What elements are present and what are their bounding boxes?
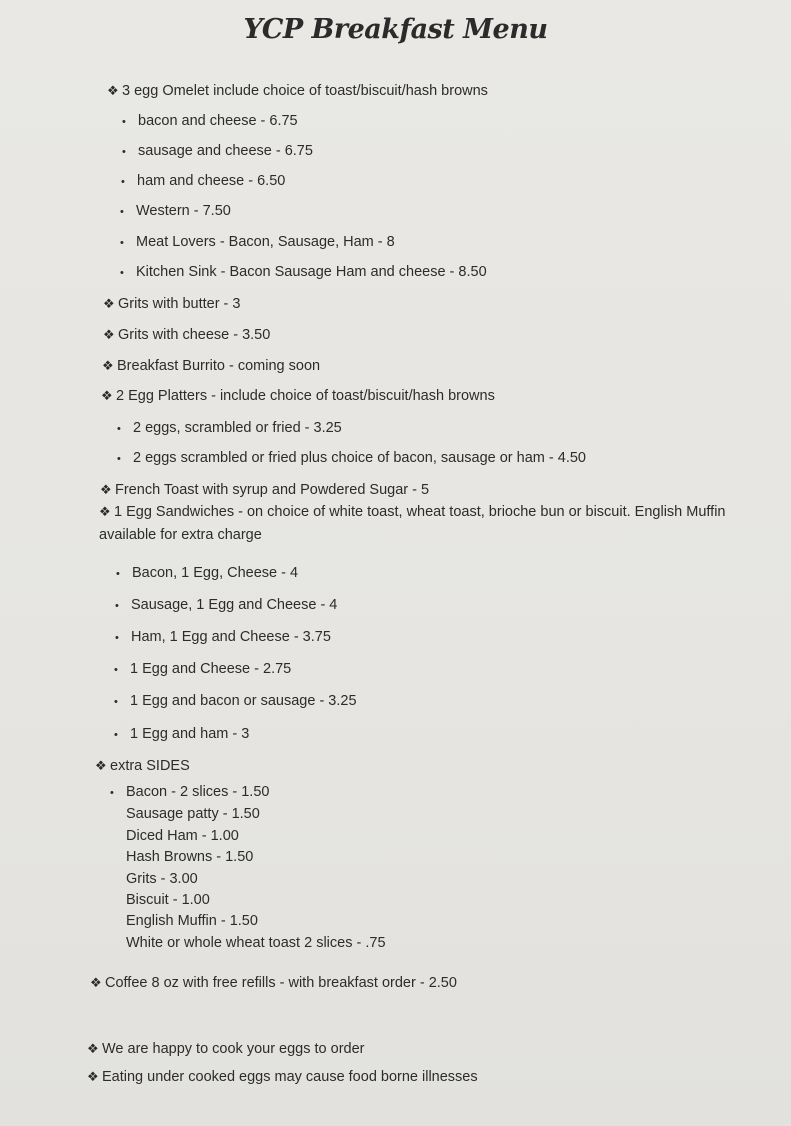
bullet-dot-icon: •: [120, 267, 124, 279]
bullet-dot-icon: •: [120, 237, 124, 249]
section-omelet-heading: ❖ 3 egg Omelet include choice of toast/biscuit/hash browns: [107, 83, 488, 99]
sides-list: [110, 782, 386, 954]
section-grits-butter: ❖ Grits with butter - 3: [103, 296, 241, 312]
section-grits-cheese: ❖ Grits with cheese - 3.50: [103, 327, 271, 343]
note-health-warning: ❖ Eating under cooked eggs may cause food borne illnesses: [87, 1069, 478, 1085]
list-item: English Muffin - 1.50: [126, 913, 258, 930]
bullet-dot-icon: •: [122, 146, 126, 158]
list-item: Sausage patty - 1.50: [126, 806, 260, 823]
page-title: YCP Breakfast Menu: [243, 14, 548, 45]
list-item: • Bacon, 1 Egg, Cheese - 4: [116, 565, 299, 581]
list-item: • 1 Egg and ham - 3: [114, 726, 250, 742]
four-diamond-ornament-icon: ❖: [103, 296, 115, 311]
four-diamond-ornament-icon: ❖: [99, 504, 111, 519]
bullet-dot-icon: •: [117, 453, 121, 465]
four-diamond-ornament-icon: ❖: [101, 388, 113, 403]
four-diamond-ornament-icon: ❖: [90, 975, 102, 990]
list-item: White or whole wheat toast 2 slices - .75: [126, 934, 386, 951]
bullet-dot-icon: •: [120, 206, 124, 218]
list-item: • 2 eggs scrambled or fried plus choice of bacon, sausage or ham - 4.50: [117, 450, 586, 466]
list-item: Grits - 3.00: [126, 870, 198, 887]
note-cook-to-order: ❖ We are happy to cook your eggs to order: [87, 1041, 365, 1057]
list-item: • Western - 7.50: [120, 203, 231, 219]
list-item: • Bacon - 2 slices - 1.50: [110, 782, 386, 804]
four-diamond-ornament-icon: ❖: [87, 1069, 99, 1084]
list-item: • Sausage, 1 Egg and Cheese - 4: [115, 597, 338, 613]
list-item: • ham and cheese - 6.50: [121, 173, 286, 189]
four-diamond-ornament-icon: ❖: [103, 327, 115, 342]
bullet-dot-icon: •: [110, 787, 114, 799]
bullet-dot-icon: •: [114, 664, 118, 676]
section-sides-heading: ❖ extra SIDES: [95, 758, 190, 774]
bullet-dot-icon: •: [115, 600, 119, 612]
four-diamond-ornament-icon: ❖: [107, 83, 119, 98]
four-diamond-ornament-icon: ❖: [102, 358, 114, 373]
bullet-dot-icon: •: [114, 729, 118, 741]
bullet-dot-icon: •: [114, 696, 118, 708]
section-sandwiches-heading: ❖ 1 Egg Sandwiches - on choice of white toast, wheat toast, brioche bun or biscuit. English Muffin available for extra charge: [99, 500, 744, 547]
bullet-dot-icon: •: [115, 632, 119, 644]
bullet-dot-icon: •: [121, 176, 125, 188]
section-french-toast: ❖ French Toast with syrup and Powdered Sugar - 5: [100, 482, 430, 498]
list-item: • sausage and cheese - 6.75: [122, 143, 313, 159]
list-item: Diced Ham - 1.00: [126, 827, 239, 844]
list-item: • 2 eggs, scrambled or fried - 3.25: [117, 420, 342, 436]
section-coffee: ❖ Coffee 8 oz with free refills - with breakfast order - 2.50: [90, 975, 457, 991]
section-burrito: ❖ Breakfast Burrito - coming soon: [102, 358, 321, 374]
list-item: Biscuit - 1.00: [126, 892, 210, 909]
list-item: • 1 Egg and Cheese - 2.75: [114, 661, 292, 677]
list-item: • 1 Egg and bacon or sausage - 3.25: [114, 693, 357, 709]
bullet-dot-icon: •: [116, 568, 120, 580]
bullet-dot-icon: •: [122, 116, 126, 128]
list-item: • Kitchen Sink - Bacon Sausage Ham and cheese - 8.50: [120, 264, 487, 280]
four-diamond-ornament-icon: ❖: [87, 1041, 99, 1056]
list-item: • Meat Lovers - Bacon, Sausage, Ham - 8: [120, 234, 395, 250]
section-platters-heading: ❖ 2 Egg Platters - include choice of toast/biscuit/hash browns: [101, 388, 495, 404]
four-diamond-ornament-icon: ❖: [100, 482, 112, 497]
four-diamond-ornament-icon: ❖: [95, 758, 107, 773]
list-item: • bacon and cheese - 6.75: [122, 113, 298, 129]
list-item: • Ham, 1 Egg and Cheese - 3.75: [115, 629, 331, 645]
list-item: Hash Browns - 1.50: [126, 849, 254, 866]
bullet-dot-icon: •: [117, 423, 121, 435]
